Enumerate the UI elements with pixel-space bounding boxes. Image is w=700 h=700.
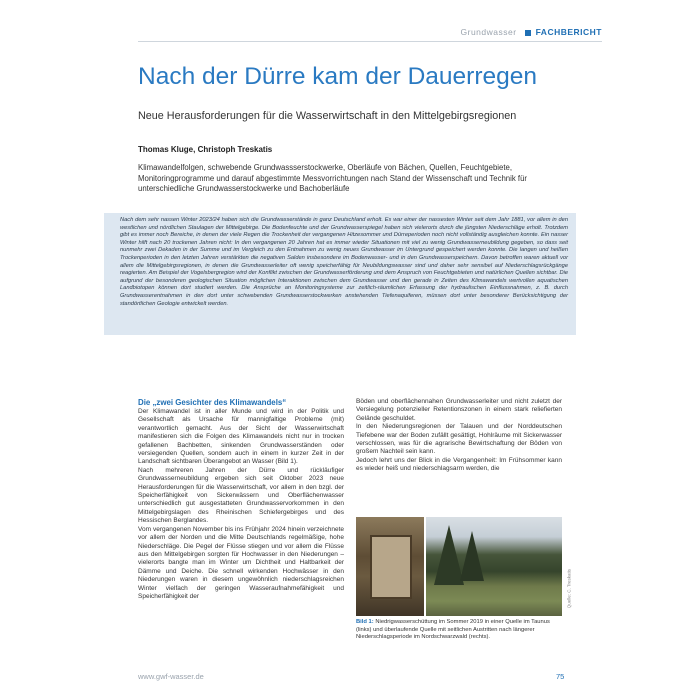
- paragraph: Jedoch lehrt uns der Blick in die Vergangenheit: Im Frühsommer kann es wieder heiß und niederschlagsarm werden, die: [356, 456, 562, 473]
- keywords: Klimawandelfolgen, schwebende Grundwassserstockwerke, Oberläufe von Bächen, Quellen, Feuchtgebiete, Monitoringprogramme und darauf abgestimmte Messvorrichtungen nach Stand der Wissenschaft und Technik für unterschiedliche Grundwasserstockwerke und Bachoberläufe: [138, 163, 528, 193]
- photo-spring-schwarzwald: [426, 517, 562, 616]
- section-heading: Die „zwei Gesichter des Klimawandels“: [138, 398, 287, 407]
- paragraph: Nach mehreren Jahren der Dürre und rückläufiger Grundwasserneubildung ergeben sich seit Oktober 2023 neue Herausforderungen für die Wasserwirtschaft, vor allem in den bzgl. der Speicherfähigkeit von Sickerwässern und Oberflächenwasser unterschiedlich gut ausgestatteten Grundwasservorkommen in den Mittelgebirgslagen des Rheinischen Schiefergebirges und des Hessischen Berglandes.: [138, 466, 344, 525]
- authors: Thomas Kluge, Christoph Treskatis: [138, 145, 273, 154]
- body-column-right: [356, 398, 562, 474]
- running-header: [461, 27, 602, 37]
- article-subtitle: Neue Herausforderungen für die Wasserwirtschaft in den Mittelgebirgsregionen: [138, 110, 517, 122]
- figure-label: Bild 1:: [356, 619, 374, 625]
- section-label: Grundwasser: [460, 27, 517, 37]
- page-number: 75: [556, 672, 565, 681]
- header-marker-icon: [525, 30, 531, 36]
- figure-caption-text: Niedrigwasserschüttung im Sommer 2019 in einer Quelle im Taunus (links) und überlaufende Quelle mit seitlichen Austritten nach längerer Niederschlagsperiode im Nordschwarzwald (rechts).: [356, 619, 550, 641]
- article-title: Nach der Dürre kam der Dauerregen: [138, 63, 537, 90]
- teaser-text: Nach dem sehr nassen Winter 2023/24 haben sich die Grundwasserstände in ganz Deutschland erholt. Es war einer der nassesten Winter seit dem Jahr 1881, vor allem in den westlichen und nördlichen Staulagen der Mittelgebirge. Die Bodenfeuchte und der Grundwasserspiegel haben sich vielerorts durch die jüngsten Niederschläge erholt. Trotzdem gibt es immer noch Bereiche, in denen der viele Regen die Trockenheit der vergangenen Hitzesommer und Dürreperioden noch nicht vollständig ausgleichen konnte. Ein nasser Winter hilft nach 20 trockenen Jahren nicht: In den vergangenen 20 Jahren hat es immer wieder Situationen mit viel zu wenig Grundwasserneubildung gegeben, so dass seit nunmehr zwei Dekaden in der Summe und im Vergleich zu den Entnahmen zu wenig neues Grundwasser im Untergrund gespeichert werden konnte. Die langen und heißen Trockenperioden in den letzten Jahren verstärkten die negativen Salden insbesondere im Bodenwasser- und in den Grundwasserspeichern. Davon betroffen waren aktuell vor allem die Mittelgebirgsregionen, in denen die Grundwasserleiter oft wenig speicherfähig für Neubildungswasser sind und daher sehr sensibel auf Niederschlagsrückgänge reagierten. Am Beispiel der Vogelsbergregion wird der Konflikt zwischen der Grundwasserförderung und dem Anspruch von Feuchtgebieten und natürlichen Quellen sichtbar. Die aufgrund der besonderen geologischen Situation möglichen Interaktionen zwischen dem Grundwasser und den gerade in Zeiten des Klimawandels wertvollen aquatischen Landbiotopen können dort studiert werden. Die Ansprüche an Monitoringsysteme zur zeitlich-räumlichen Erfassung der hydraulischen Einflussnahmen, z. B. durch Grundwasserentnahmen in den dort unter schwebenden Grundwasserstockwerken anstehenden Tiefenaquiferen, müssen dort unter besonderer Berücksichtigung der standörtlichen Geologie entwickelt werden.: [120, 217, 568, 307]
- photo-spring-taunus: [356, 517, 424, 616]
- figure-1: [356, 517, 571, 642]
- figure-photos: [356, 517, 571, 616]
- article-type-label: FACHBERICHT: [535, 27, 602, 37]
- body-column-left: [138, 398, 344, 601]
- paragraph: Böden und oberflächennahen Grundwasserleiter und nicht zuletzt der Versiegelung potenzieller Retentionszonen in einem stark reliefierten Gelände geschuldet.: [356, 398, 562, 422]
- paragraph: In den Niederungsregionen der Talauen und der Norddeutschen Tiefebene war der Boden zufällt gesättigt, Hohlräume mit Sickerwasser verschlossen, was für die agrarische Bewirtschaftung der Böden von großem Nachteil sein kann.: [356, 423, 562, 456]
- header-rule: [138, 41, 602, 42]
- footer-url[interactable]: www.gwf-wasser.de: [138, 672, 204, 681]
- photo-credit: Quelle: C. Treskatis: [566, 569, 571, 609]
- teaser-box: [104, 213, 576, 335]
- paragraph: Vom vergangenen November bis ins Frühjahr 2024 hinein verzeichnete vor allem der Norden und die Mitte Deutschlands regelmäßige, hohe Niederschläge. Die Pegel der Flüsse stiegen und vor allem die Flüsse aus den Mittelgebirgen sorgten für Hochwasser in den Niederungen – vielerorts bangte man im Winter um Dichtheit und Haltbarkeit der Dämme und Deiche. Die schnell wirkenden Hochwässer in den Niederungen waren in diesem ungewöhnlich niederschlagsreichen Winter vielfach der geringen Wasseraufnahmefähigkeit und Speicherfähigkeit der: [138, 525, 344, 600]
- paragraph: Der Klimawandel ist in aller Munde und wird in der Politik und Gesellschaft als Ursache für mannigfaltige Probleme (mit) verantwortlich gemacht. Aus der Sicht der Wasserwirtschaft manifestieren sich die Folgen des Klimawandels nicht nur in trocken gefallenen Bachbetten, sinkenden Grundwasserständen oder versiegenden Quellen, sondern auch in einem in kurzer Zeit in der Landschaft sichtbaren Überangebot an Wasser (Bild 1).: [138, 408, 344, 466]
- figure-caption: [356, 619, 562, 642]
